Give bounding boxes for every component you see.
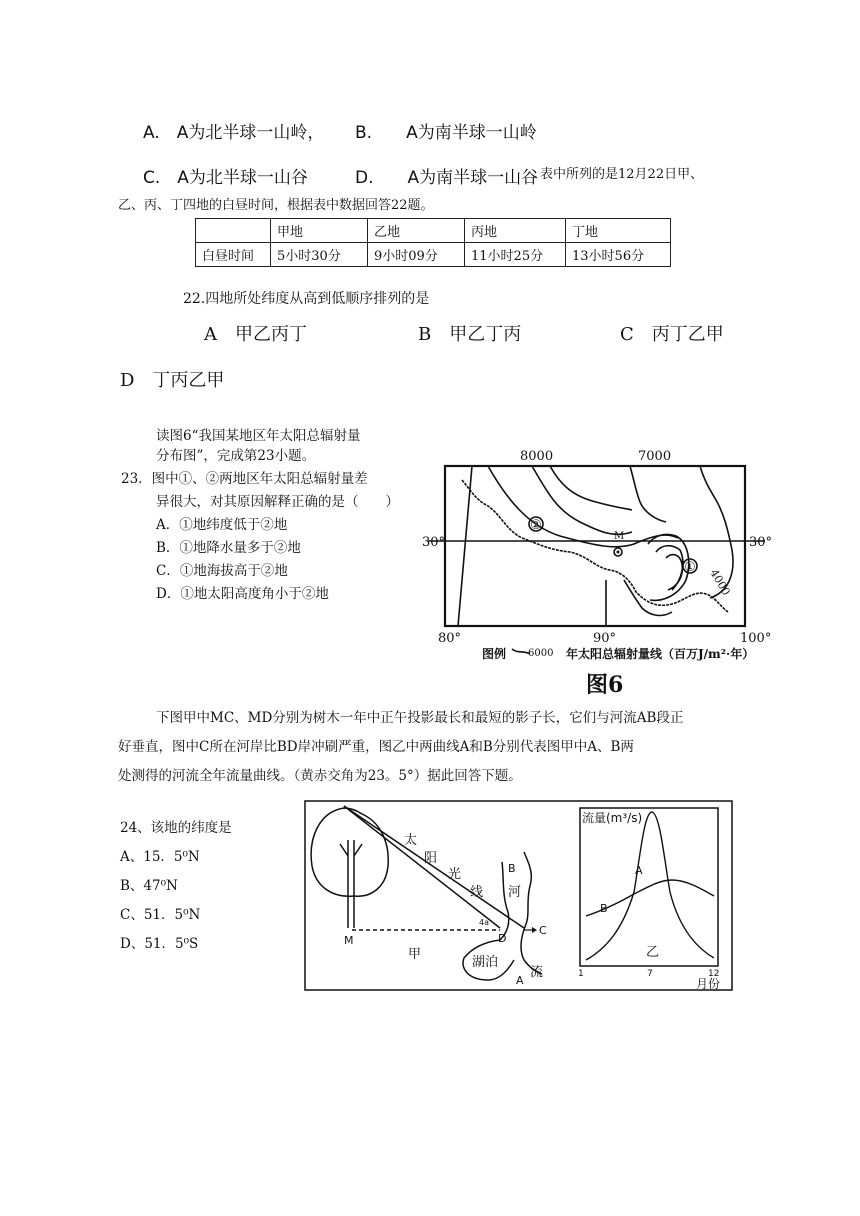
q24-intro-line2: 好垂直，图中C所在河岸比BD岸冲刷严重，图乙中两曲线A和B分别代表图甲中A、B两 [118,739,634,755]
q22-intro-line2: 乙、丙、丁四地的白昼时间，根据表中数据回答22题。 [118,198,434,213]
yi-ylabel: 流量(m³/s) [582,811,643,825]
fig6-region-2: ② [530,518,542,533]
river-char-liu: 流 [530,965,544,980]
label-lake: 湖泊 [472,955,499,970]
daylight-table [195,218,671,267]
q22-option-c: C 丙丁乙甲 [620,324,724,345]
fig6-label-8000: 8000 [520,449,554,464]
table-cell: 13小时56分 [566,243,671,267]
q23-option-c: C．①地海拔高于②地 [156,563,288,579]
q23-option-b: B．①地降水量多于②地 [156,540,301,556]
yi-xlabel: 月份 [696,977,721,991]
fig6-contour-4000: 4000 [707,567,733,598]
q24-stem: 24、该地的纬度是 [120,820,232,836]
table-header-cell: 甲地 [271,219,368,243]
q22-option-a: A 甲乙丙丁 [204,324,307,345]
fig6-label-7000: 7000 [638,449,672,464]
table-row [196,219,671,243]
q24-option-a: A、15．5⁰N [120,849,200,865]
table-header-cell: 丙地 [465,219,566,243]
q23-stem-line2: 异很大，对其原因解释正确的是（ ） [156,494,399,510]
angle-label: 4a [479,918,489,927]
x-tick-1: 1 [578,969,584,979]
curve-b-label: B [600,902,608,915]
q24-option-b: B、47⁰N [120,878,178,894]
table-row [196,243,671,267]
figure-6-map [410,440,785,705]
point-m-dot [617,551,620,554]
fig6-lat-right: 30° [749,535,773,550]
river-char-he: 河 [508,885,522,900]
table-cell: 11小时25分 [465,243,566,267]
table-cell: 9小时09分 [368,243,465,267]
q24-intro-line1: 下图甲中MC、MD分别为树木一年中正午投影最长和最短的影子长，它们与河流AB段正 [156,710,684,726]
label-jia: 甲 [408,947,422,962]
table-header-cell: 丁地 [566,219,671,243]
q23-option-d: D．①地太阳高度角小于②地 [156,586,329,602]
q23-stem-line1: 23．图中①、②两地区年太阳总辐射量差 [121,471,368,487]
yi-label: 乙 [646,945,660,960]
q23-intro-line2: 分布图”，完成第23小题。 [156,448,316,464]
sun-char-3: 光 [448,867,462,882]
q23-intro-line1: 读图6“我国某地区年太阳总辐射量 [156,428,361,444]
q21-option-a: A. A为北半球一山岭， [143,123,325,143]
q22-stem: 22.四地所处纬度从高到低顺序排列的是 [183,291,430,307]
q24-option-c: C、51．5⁰N [120,907,201,923]
q21-option-d: D. A为南半球一山谷 [355,168,539,188]
sun-char-1: 太 [404,833,418,848]
label-c: C [539,924,547,937]
q22-option-d: D 丁丙乙甲 [120,370,225,391]
table-cell: 5小时30分 [271,243,368,267]
label-a: A [516,974,524,987]
q24-option-d: D、51．5⁰S [120,936,199,952]
figure-yi-chart [578,808,720,991]
q23-option-a: A．①地纬度低于②地 [156,517,288,533]
q24-intro-line3: 处测得的河流全年流量曲线。（黄赤交角为23。5°）据此回答下题。 [118,768,522,784]
fig6-lat-left: 30° [422,535,446,550]
label-d: D [498,932,507,945]
fig6-legend-value: 6000 [528,648,554,659]
fig6-caption: 图6 [586,672,624,698]
fig6-lon-90: 90° [593,631,617,646]
table-header-cell: 乙地 [368,219,465,243]
curve-a-label: A [635,864,643,877]
table-header-cell [196,219,271,243]
q21-option-b: B. A为南半球一山岭 [355,123,537,143]
q21-option-c: C. A为北半球一山谷 [143,168,308,188]
table-row-label: 白昼时间 [196,243,271,267]
q22-intro-tail: 表中所列的是12月22日甲、 [540,167,704,182]
fig6-point-m: M [614,531,625,542]
fig6-lon-100: 100° [740,631,772,646]
fig6-region-1: ① [684,560,696,575]
sun-char-4: 线 [470,885,484,900]
sun-char-2: 阳 [424,851,438,866]
x-tick-12: 12 [708,969,720,979]
label-b: B [508,862,516,875]
fig6-legend-word: 图例 [482,647,507,661]
label-m: M [344,934,354,947]
x-tick-7: 7 [647,969,653,979]
q22-option-b: B 甲乙丁丙 [418,324,522,345]
figure-jia-yi [304,800,734,992]
fig6-legend-text: 年太阳总辐射量线（百万J/m²·年） [566,647,755,661]
fig6-lon-80: 80° [438,631,462,646]
